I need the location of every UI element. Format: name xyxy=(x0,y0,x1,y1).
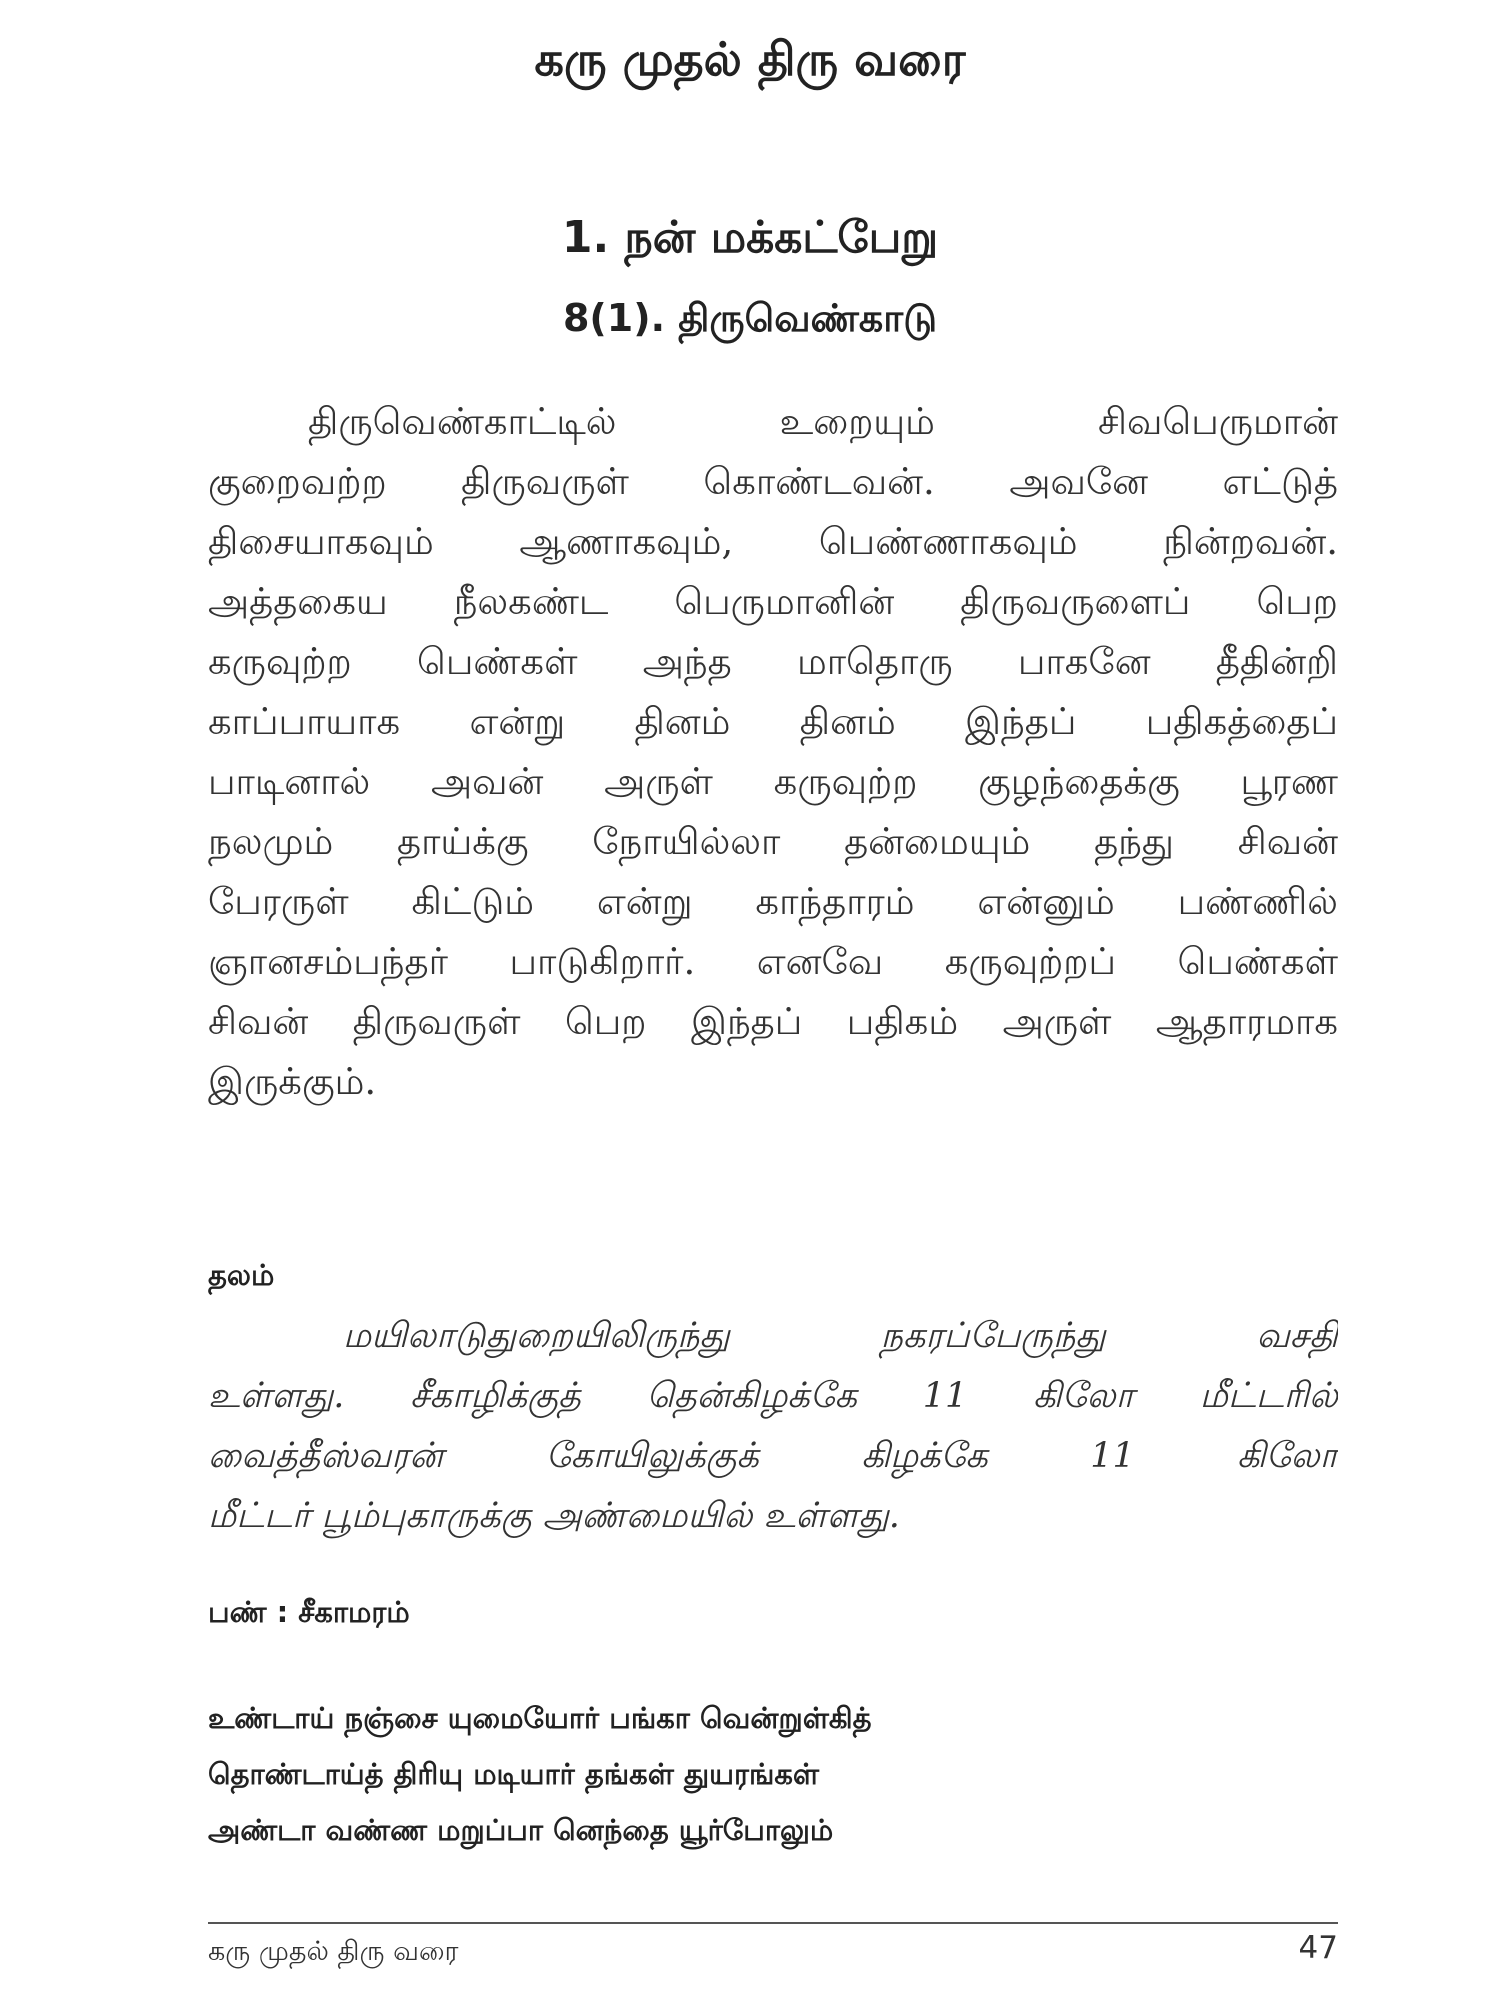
paragraph-line: திருவெண்காட்டில் உறையும் சிவபெருமான் xyxy=(308,400,1338,443)
paragraph-line: மயிலாடுதுறையிலிருந்து நகரப்பேருந்து வசதி xyxy=(343,1316,1338,1356)
verse-block xyxy=(208,1690,872,1858)
sthalam-heading: தலம் xyxy=(208,1258,275,1292)
verse-line: உண்டாய் நஞ்சை யுமையோர் பங்கா வென்றுள்கித் xyxy=(208,1701,872,1735)
verse-line: அண்டா வண்ண மறுப்பா னெந்தை யூர்போலும் xyxy=(208,1813,834,1847)
verse-line: தொண்டாய்த் திரியு மடியார் தங்கள் துயரங்கள் xyxy=(208,1757,820,1791)
pann-heading: பண் : சீகாமரம் xyxy=(208,1595,410,1629)
paragraph-line: நலமும் தாய்க்கு நோயில்லா தன்மையும் தந்து சிவன் xyxy=(208,820,1338,863)
section-title: 8(1). திருவெண்காடு xyxy=(562,296,937,340)
paragraph-line: திசையாகவும் ஆணாகவும், பெண்ணாகவும் நின்றவன். xyxy=(208,520,1338,563)
paragraph-line: சிவன் திருவருள் பெற இந்தப் பதிகம் அருள் ஆதாரமாக xyxy=(208,1000,1338,1043)
paragraph-line: ஞானசம்பந்தர் பாடுகிறார். எனவே கருவுற்றப் பெண்கள் xyxy=(208,940,1338,983)
footer-book-title: கரு முதல் திரு வரை xyxy=(208,1936,459,1967)
book-title: கரு முதல் திரு வரை xyxy=(534,32,966,86)
paragraph-line: காப்பாயாக என்று தினம் தினம் இந்தப் பதிகத்தைப் xyxy=(208,700,1338,743)
intro-paragraph xyxy=(208,392,1338,1112)
paragraph-line: கருவுற்ற பெண்கள் அந்த மாதொரு பாகனே தீதின்றி xyxy=(208,640,1338,683)
paragraph-line: உள்ளது. சீகாழிக்குத் தென்கிழக்கே 11 கிலோ மீட்டரில் xyxy=(208,1376,1338,1416)
paragraph-line: பேரருள் கிட்டும் என்று காந்தாரம் என்னும் பண்ணில் xyxy=(208,880,1338,923)
page-number: 47 xyxy=(1298,1930,1338,1966)
paragraph-line: வைத்தீஸ்வரன் கோயிலுக்குக் கிழக்கே 11 கிலோ xyxy=(208,1436,1338,1476)
chapter-title: 1. நன் மக்கட்பேறு xyxy=(561,212,939,263)
paragraph-line: குறைவற்ற திருவருள் கொண்டவன். அவனே எட்டுத் xyxy=(208,460,1338,503)
sthalam-paragraph xyxy=(208,1306,1338,1546)
paragraph-line: பாடினால் அவன் அருள் கருவுற்ற குழந்தைக்கு பூரண xyxy=(208,760,1338,803)
paragraph-line: அத்தகைய நீலகண்ட பெருமானின் திருவருளைப் பெற xyxy=(208,580,1338,623)
paragraph-line: இருக்கும். xyxy=(208,1060,377,1103)
paragraph-line: மீட்டர் பூம்புகாருக்கு அண்மையில் உள்ளது. xyxy=(208,1496,900,1536)
footer-divider xyxy=(208,1922,1338,1924)
